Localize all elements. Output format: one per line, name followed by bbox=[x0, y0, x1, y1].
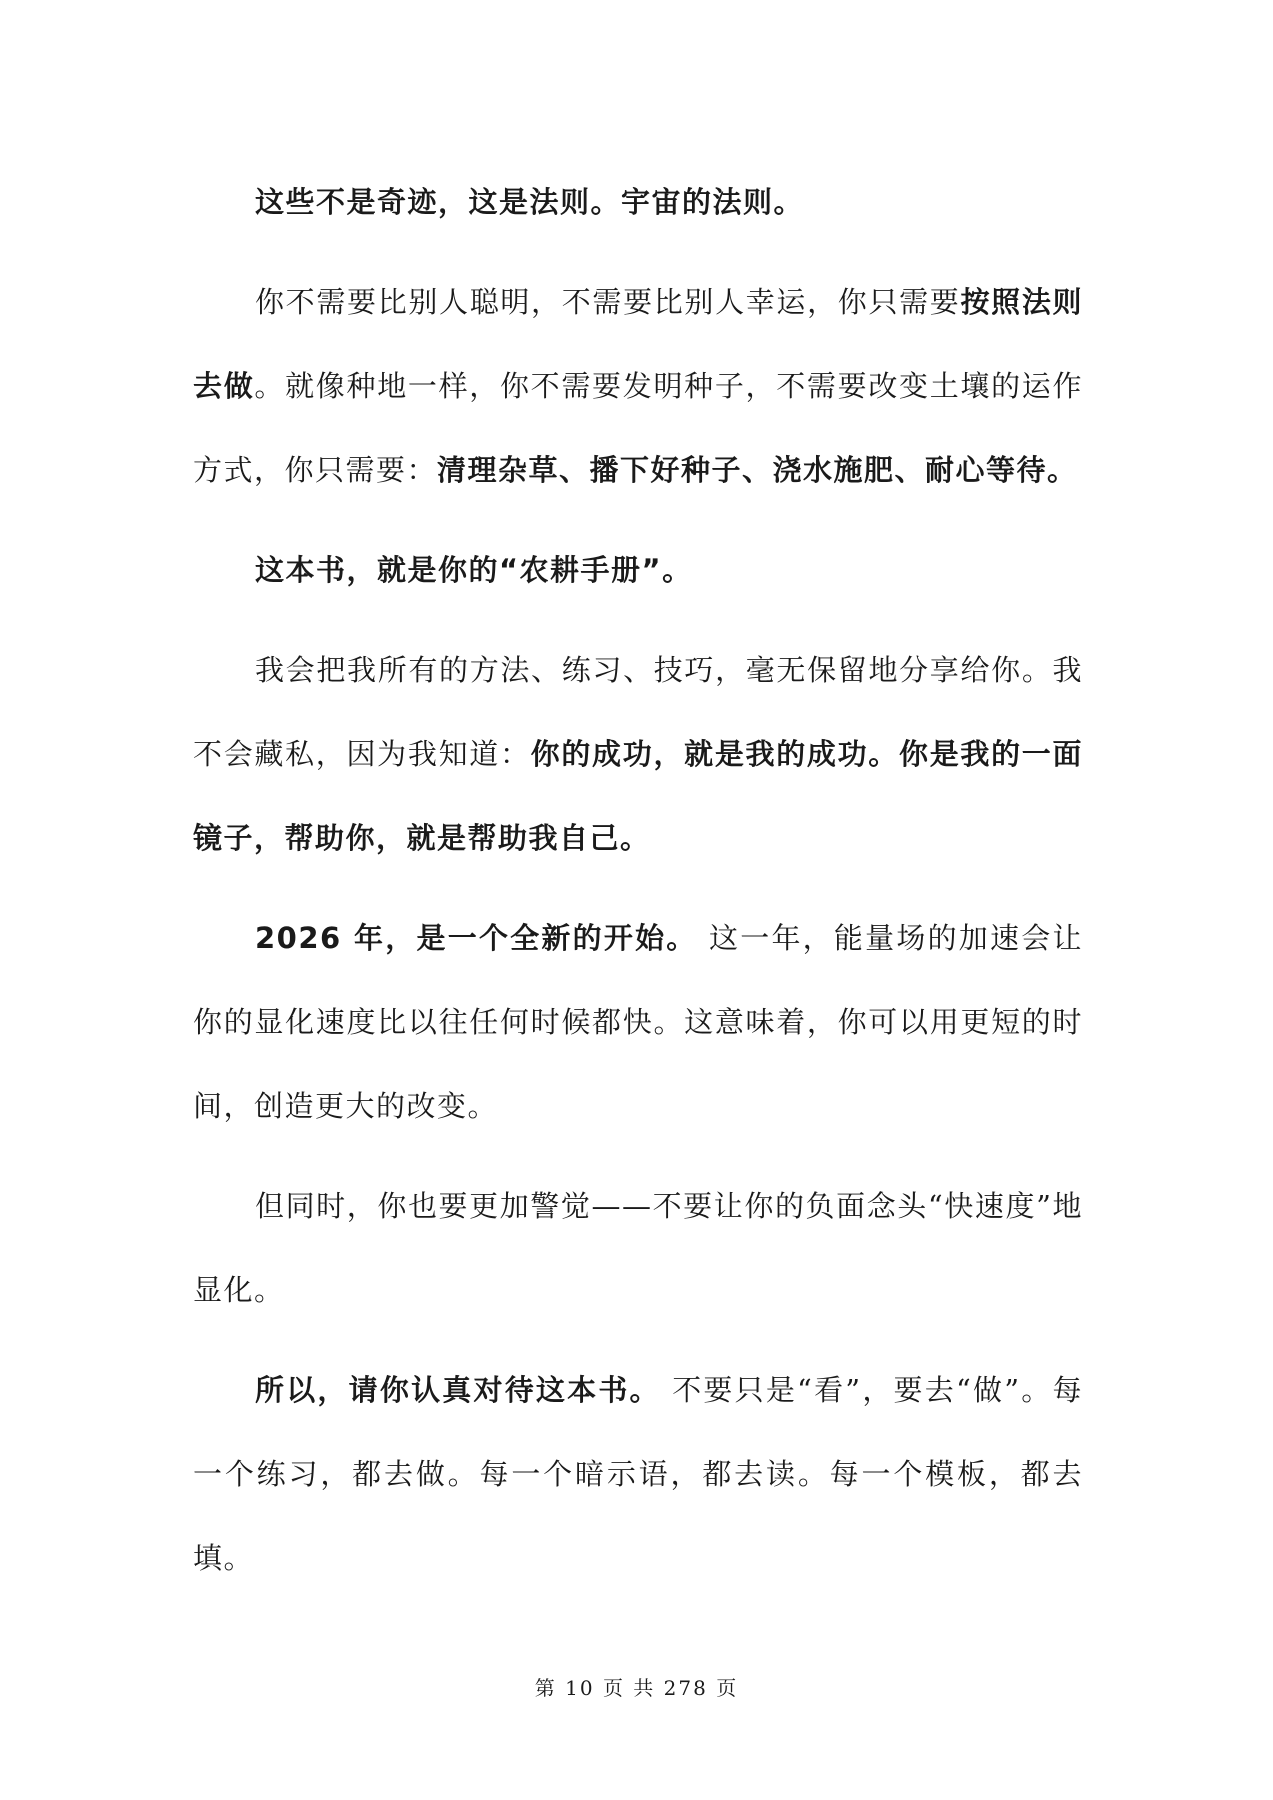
body-text bbox=[193, 160, 1083, 1616]
page-number-footer: 第 10 页 共 278 页 bbox=[534, 1676, 739, 1700]
bold-text-run: 按照法则去做 bbox=[193, 285, 1083, 403]
paragraph-1 bbox=[193, 160, 1083, 244]
text-run: 。就像种地一样，你不需要发明种子，不需要改变土壤的运作方式，你只需要： bbox=[193, 369, 1083, 487]
bold-text-run: 所以，请你认真对待这本书。 bbox=[255, 1373, 661, 1407]
text-run: 不要只是“看”，要去“做”。每一个练习，都去做。每一个暗示语，都去读。每一个模板，都去填。 bbox=[193, 1373, 1083, 1575]
paragraph-6 bbox=[193, 1164, 1083, 1332]
paragraph-5 bbox=[193, 896, 1083, 1148]
text-run: 这一年，能量场的加速会让你的显化速度比以往任何时候都快。这意味着，你可以用更短的时间，创造更大的改变。 bbox=[193, 921, 1083, 1123]
bold-text-run: 这本书，就是你的“农耕手册”。 bbox=[255, 553, 693, 587]
bold-text-run: 2026 年，是一个全新的开始。 bbox=[255, 921, 698, 955]
text-run: 我会把我所有的方法、练习、技巧，毫无保留地分享给你。我不会藏私，因为我知道： bbox=[193, 653, 1083, 771]
bold-text-run: 清理杂草、播下好种子、浇水施肥、耐心等待。 bbox=[437, 453, 1078, 487]
text-run: 你不需要比别人聪明，不需要比别人幸运，你只需要 bbox=[255, 285, 961, 319]
text-run: 但同时，你也要更加警觉——不要让你的负面念头“快速度”地显化。 bbox=[193, 1189, 1083, 1307]
paragraph-4 bbox=[193, 628, 1083, 880]
bold-text-run: 这些不是奇迹，这是法则。宇宙的法则。 bbox=[255, 185, 805, 219]
paragraph-7 bbox=[193, 1348, 1083, 1600]
bold-text-run: 你的成功，就是我的成功。你是我的一面镜子，帮助你，就是帮助我自己。 bbox=[193, 737, 1083, 855]
paragraph-3 bbox=[193, 528, 1083, 612]
paragraph-2 bbox=[193, 260, 1083, 512]
